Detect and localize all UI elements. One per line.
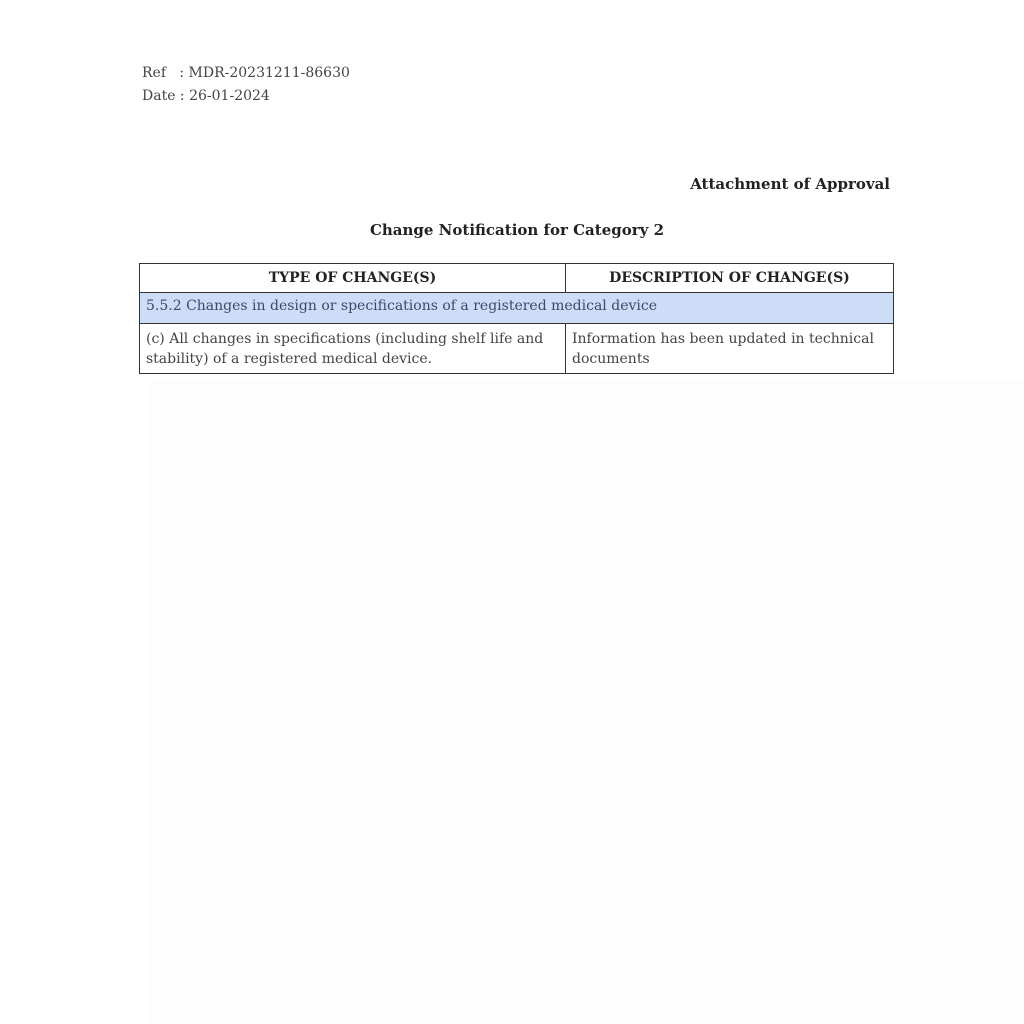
change-table <box>139 263 894 374</box>
section-row <box>140 293 894 324</box>
date-label: Date : <box>142 88 190 104</box>
table-row <box>140 324 894 374</box>
date-value: 26-01-2024 <box>189 88 270 104</box>
change-description-cell: Information has been updated in technical documents <box>566 324 894 374</box>
column-header-description: DESCRIPTION OF CHANGE(S) <box>566 264 894 293</box>
reference-label: Ref : <box>142 65 189 81</box>
column-header-type: TYPE OF CHANGE(S) <box>140 264 566 293</box>
table-header-row <box>140 264 894 293</box>
section-title-cell: 5.5.2 Changes in design or specifications of a registered medical device <box>140 293 894 324</box>
reference-block <box>142 62 350 108</box>
document-title: Change Notification for Category 2 <box>369 221 665 239</box>
attachment-heading: Attachment of Approval <box>690 175 890 193</box>
change-type-cell: (c) All changes in specifications (including shelf life and stability) of a registered medical device. <box>140 324 566 374</box>
date-line <box>142 85 350 108</box>
reference-line <box>142 62 350 85</box>
reference-number: MDR-20231211-86630 <box>188 65 350 81</box>
page-background-shade <box>150 380 1024 1024</box>
